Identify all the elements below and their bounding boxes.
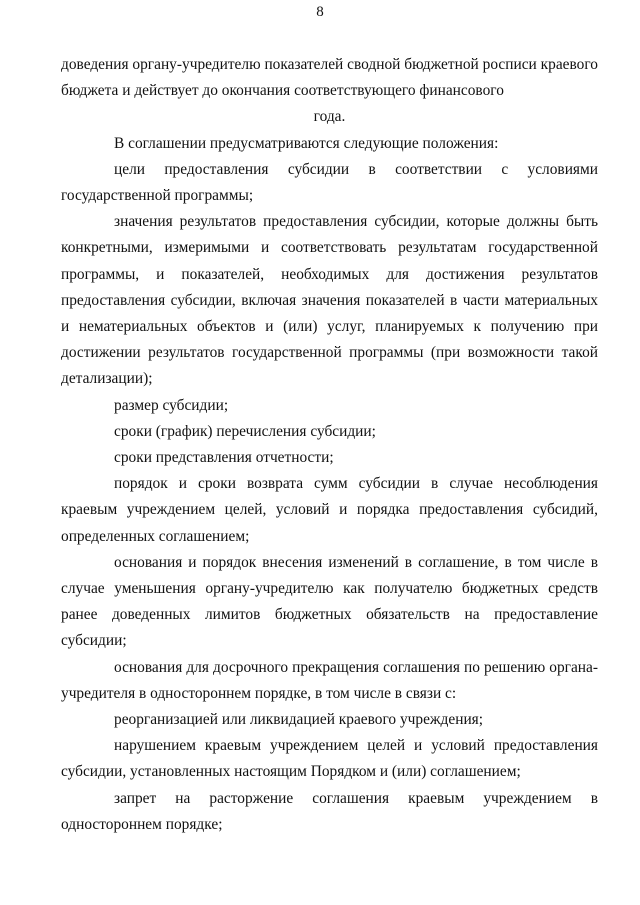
paragraph-5: значения результатов предоставления субсидии, которые должны быть конкретными, измеримыми и соответствовать результатам государственной программы, и показателей, необходимых для достижения результатов предоставления субсидии, включая значения показателей в части материальных и нематериальных объектов и (или) услуг, планируемых к получению при достижении результатов государственной программы (при возможности такой детализации); [61,213,598,388]
paragraph-14: запрет на расторжение соглашения краевым учреждением в одностороннем порядке; [61,789,598,833]
paragraph-7: сроки (график) перечисления субсидии; [114,422,376,440]
paragraph-3: В соглашении предусматриваются следующие положения: [114,134,499,152]
paragraph-10: основания и порядок внесения изменений в соглашение, в том числе в случае уменьшения органу-учредителю как получателю бюджетных средств ранее доведенных лимитов бюджетных обязательств на предоставление субсидии; [61,553,598,650]
paragraph-12: реорганизацией или ликвидацией краевого учреждения; [114,711,484,729]
paragraph-6: размер субсидии; [114,396,229,414]
paragraph-9: порядок и сроки возврата сумм субсидии в случае несоблюдения краевым учреждением целей, условий и порядка предоставления субсидий, определенных соглашением; [61,475,598,545]
document-body [61,52,598,838]
paragraph-4: цели предоставления субсидии в соответствии с условиями государственной программы; [61,160,598,205]
page-number: 8 [316,4,324,20]
paragraph-11: основания для досрочного прекращения соглашения по решению органа-учредителя в одностороннем порядке, в том числе в связи с: [61,658,598,702]
paragraph-1: доведения органу-учредителю показателей сводной бюджетной росписи краевого бюджета и действует до окончания соответствующего финансового [61,56,598,100]
paragraph-2: года. [313,108,346,126]
paragraph-8: сроки представления отчетности; [114,449,334,467]
paragraph-13: нарушением краевым учреждением целей и условий предоставления субсидии, установленных настоящим Порядком и (или) соглашением; [61,737,598,781]
